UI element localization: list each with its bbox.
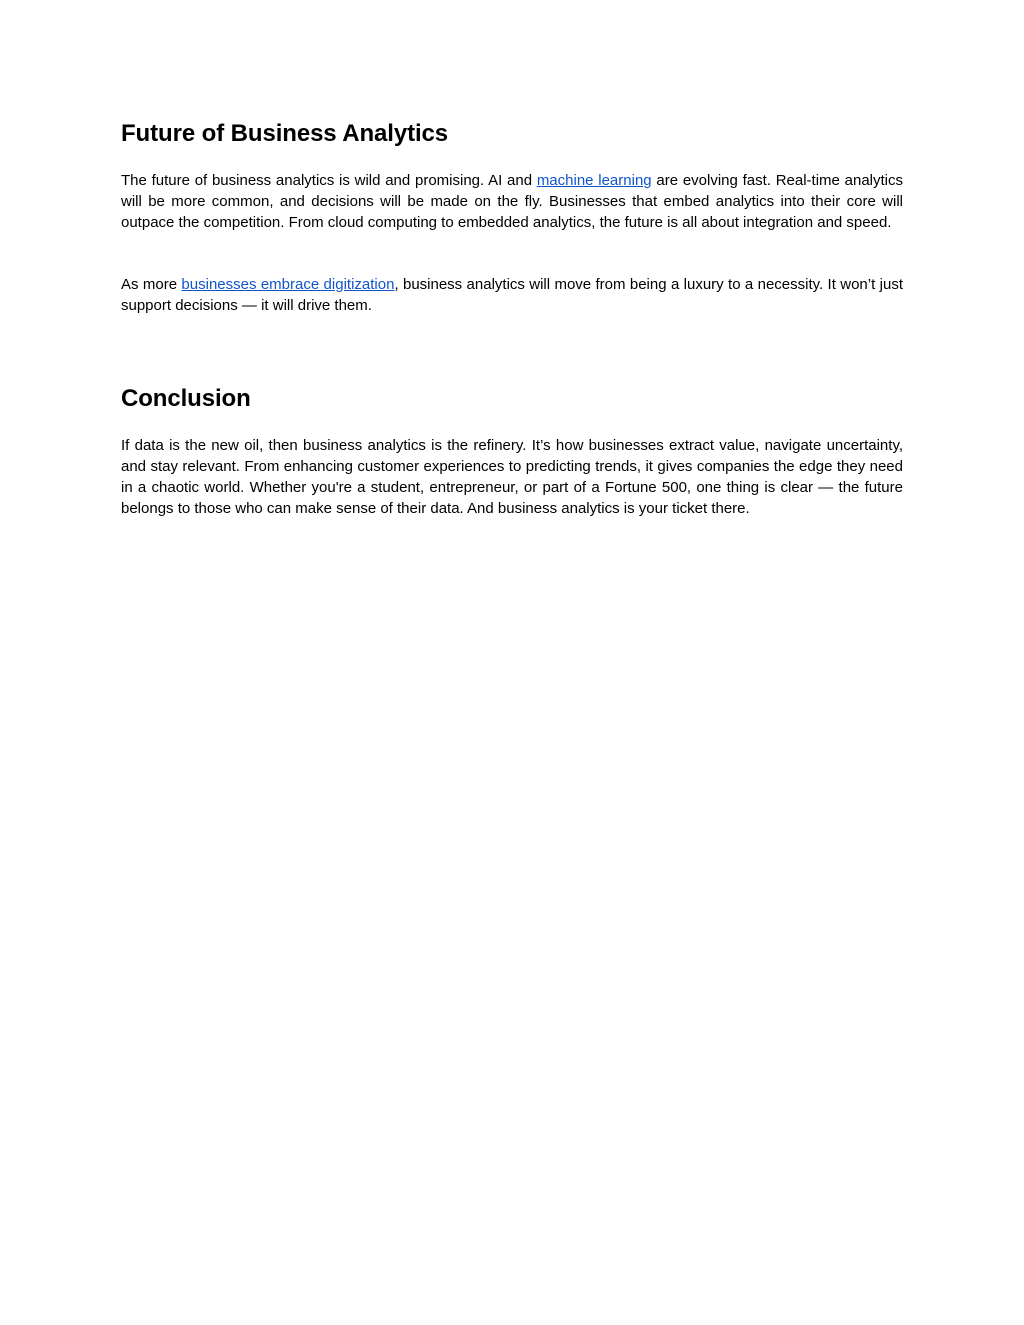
link-businesses-embrace-digitization[interactable]: businesses embrace digitization bbox=[181, 276, 395, 293]
paragraph-text: are evolving fast. Real-time analytics will be more common, and decisions will be made on the fly. Businesses that embed analytics into their core will outpace the competition. From cloud computing to embedded analytics, the future is all about integration and speed. bbox=[121, 172, 903, 231]
paragraph-future-1 bbox=[121, 170, 903, 233]
paragraph-text: As more bbox=[121, 276, 182, 293]
paragraph-future-2 bbox=[121, 274, 903, 316]
heading-future-of-business-analytics: Future of Business Analytics bbox=[121, 120, 449, 147]
paragraph-text: The future of business analytics is wild and promising. AI and bbox=[121, 172, 537, 189]
heading-conclusion: Conclusion bbox=[121, 385, 251, 412]
paragraph-text: , business analytics will move from being a luxury to a necessity. It won’t just support decisions — it will drive them. bbox=[121, 276, 903, 314]
link-machine-learning[interactable]: machine learning bbox=[536, 172, 652, 189]
paragraph-conclusion: If data is the new oil, then business analytics is the refinery. It’s how businesses extract value, navigate uncertainty, and stay relevant. From enhancing customer experiences to predicting trends, it gives companies the edge they need in a chaotic world. Whether you're a student, entrepreneur, or part of a Fortune 500, one thing is clear — the future belongs to those who can make sense of their data. And business analytics is your ticket there. bbox=[121, 437, 903, 517]
